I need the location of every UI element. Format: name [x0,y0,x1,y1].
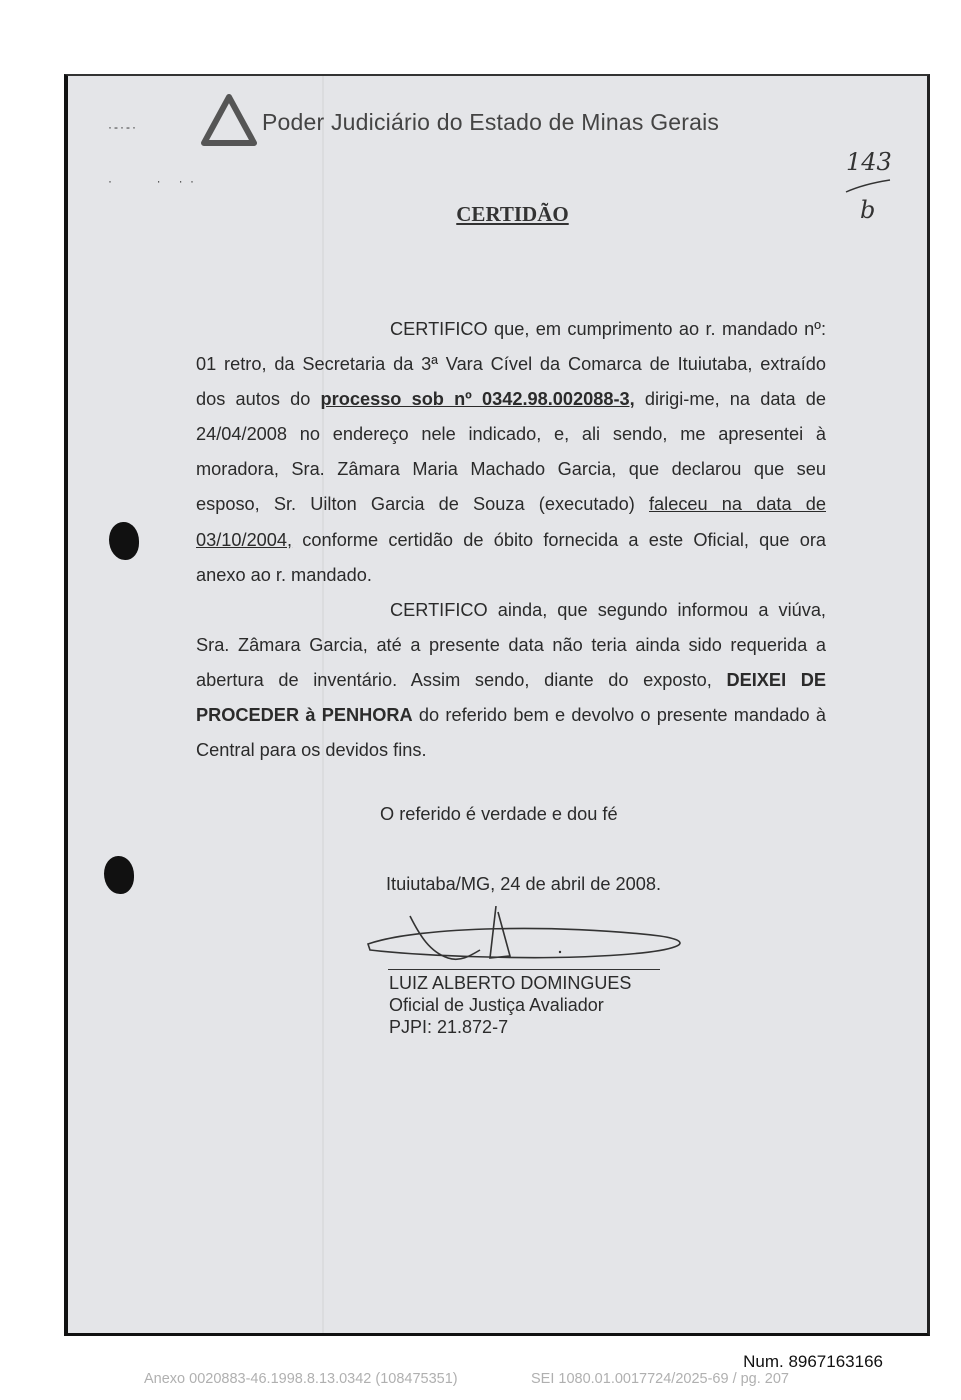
signer-role: Oficial de Justiça Avaliador [389,995,604,1015]
p1-text-end: conforme certidão de óbito fornecida a este Oficial, que ora anexo ao r. mandado. [196,529,826,585]
signer-name: LUIZ ALBERTO DOMINGUES [389,973,632,993]
scan-speckle: · · · · [108,174,196,188]
punch-hole [104,856,134,894]
process-number: processo sob nº 0342.98.002088-3, [320,389,635,410]
header-title: Poder Judiciário do Estado de Minas Gerais [262,109,720,135]
margin-note-stroke [844,176,894,196]
p1-text: CERTIFICO que, em cumprimento ao r. mandado nº: 01 retro, da Secretaria da 3ª Vara Cível da Comarca de Ituiutaba, extraído dos autos do [196,319,826,410]
p2-text-end: do referido bem e devolvo o presente mandado à Central para os devidos fins. [196,705,826,761]
signature-block [389,972,631,1038]
judiciary-logo-icon [201,94,257,146]
signer-id: PJPI: 21.872-7 [389,1017,509,1037]
signature-line [388,969,660,970]
paragraph-2 [196,593,826,768]
margin-note-initial: b [860,196,876,224]
death-date: faleceu na data de 03/10/2004, [196,494,826,550]
closing-statement: O referido é verdade e dou fé [380,804,618,824]
scan-speckle: ·-·-· [108,120,138,134]
place-date: Ituiutaba/MG, 24 de abril de 2008. [386,874,662,894]
certificate-body [196,312,826,768]
footer-sei: SEI 1080.01.0017724/2025-69 / pg. 207 [531,1371,789,1387]
scanned-page [64,74,930,1336]
footer-annex: Anexo 0020883-46.1998.8.13.0342 (108475351) [144,1371,458,1387]
paragraph-1 [196,312,826,593]
document-number: Num. 8967163166 [743,1352,883,1371]
margin-page-number: 143 [846,148,892,176]
handwritten-signature [360,906,700,976]
punch-hole [109,522,139,560]
decision-text: DEIXEI DE PROCEDER à PENHORA [196,669,827,726]
p1-text-cont: dirigi-me, na data de 24/04/2008 no endereço nele indicado, e, ali sendo, me apresentei à moradora, Sra. Zâmara Maria Machado Garcia, que declarou que seu esposo, Sr. Uilton Garcia de Souza (executado) [196,389,826,515]
document-title: CERTIDÃO [456,202,569,226]
p2-text: CERTIFICO ainda, que segundo informou a viúva, Sra. Zâmara Garcia, até a presente data não teria ainda sido requerida a abertura de inventário. Assim sendo, diante do exposto, [196,599,826,690]
